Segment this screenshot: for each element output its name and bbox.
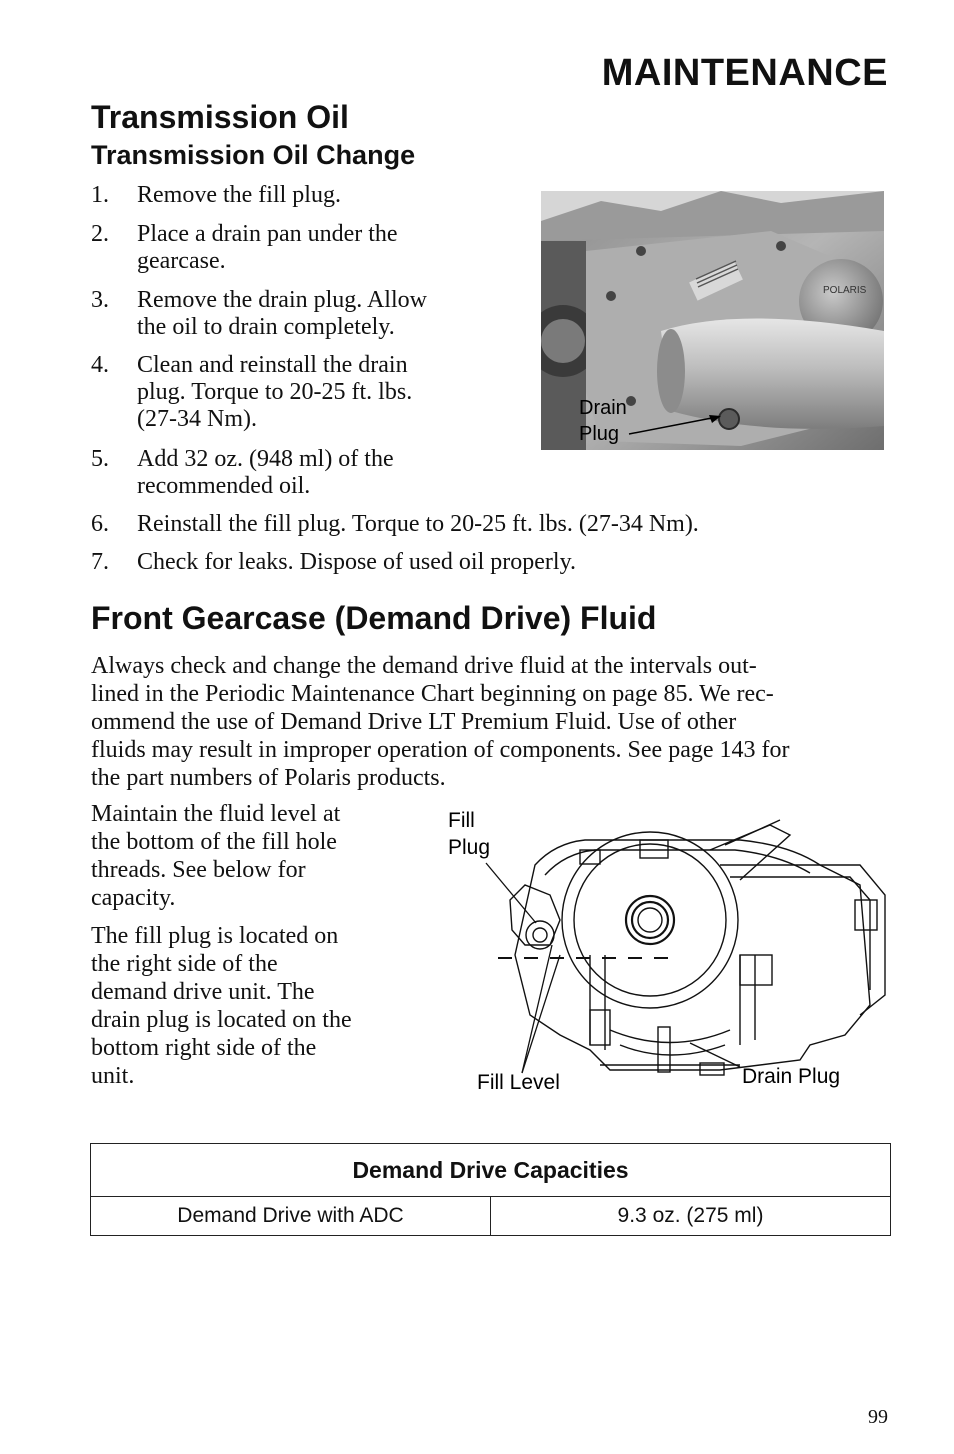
step-text: the oil to drain completely. [137, 314, 395, 340]
step-number: 6. [91, 511, 109, 537]
paragraph-line: the bottom of the fill hole [91, 829, 337, 855]
paragraph-line: bottom right side of the [91, 1035, 317, 1061]
paragraph-line: Maintain the fluid level at [91, 801, 341, 827]
table-cell-value: 9.3 oz. (275 ml) [491, 1197, 891, 1236]
table-row [91, 1197, 891, 1236]
drain-plug-bolt [719, 409, 739, 429]
section-title-transmission-oil: Transmission Oil [91, 99, 349, 135]
step-number: 4. [91, 352, 109, 378]
paragraph-line: Always check and change the demand drive fluid at the intervals out- [91, 653, 757, 679]
step-3 [91, 287, 427, 341]
step-text: Remove the drain plug. Allow [137, 287, 427, 313]
step-text: gearcase. [137, 248, 226, 274]
step-5 [91, 446, 394, 500]
photo-label-drain: Drain [579, 397, 627, 419]
diagram-label-fill-level: Fill Level [477, 1071, 560, 1094]
paragraph-line: fluids may result in improper operation of components. See page 143 for [91, 737, 790, 763]
step-2 [91, 221, 398, 275]
paragraph-line: capacity. [91, 885, 176, 911]
step-text: Check for leaks. Dispose of used oil properly. [137, 549, 577, 575]
step-text: Reinstall the fill plug. Torque to 20-25 ft. lbs. (27-34 Nm). [137, 511, 699, 537]
step-text: recommended oil. [137, 473, 311, 499]
step-text: Place a drain pan under the [137, 221, 398, 247]
section-header: MAINTENANCE [601, 52, 888, 94]
paragraph-line: demand drive unit. The [91, 979, 315, 1005]
step-6 [91, 511, 699, 538]
paragraph-line: the right side of the [91, 951, 278, 977]
paragraph-line: unit. [91, 1063, 135, 1089]
step-4 [91, 352, 412, 433]
step-1 [91, 182, 341, 209]
paragraph-line: The fill plug is located on [91, 923, 339, 949]
fluid-level-paragraph [91, 800, 401, 912]
step-number: 5. [91, 446, 109, 472]
step-number: 2. [91, 221, 109, 247]
step-text: Remove the fill plug. [137, 182, 341, 208]
step-7 [91, 549, 576, 576]
photo-label-plug: Plug [579, 423, 620, 445]
table-cell-item: Demand Drive with ADC [91, 1197, 491, 1236]
step-number: 7. [91, 549, 109, 575]
paragraph-line: threads. See below for [91, 857, 306, 883]
demand-drive-capacities-table [90, 1143, 891, 1236]
paragraph-line: ommend the use of Demand Drive LT Premium Fluid. Use of other [91, 709, 737, 735]
front-gearcase-paragraph [91, 652, 891, 792]
step-text: Add 32 oz. (948 ml) of the [137, 446, 394, 472]
demand-drive-diagram [440, 805, 900, 1100]
transmission-drain-plug-photo [541, 191, 884, 450]
page-number: 99 [868, 1406, 888, 1428]
paragraph-line: lined in the Periodic Maintenance Chart beginning on page 85. We rec- [91, 681, 774, 707]
diagram-label-fill: Fill [448, 809, 475, 832]
step-text: plug. Torque to 20-25 ft. lbs. [137, 379, 413, 405]
table-title: Demand Drive Capacities [91, 1144, 891, 1197]
paragraph-line: the part numbers of Polaris products. [91, 765, 446, 791]
step-number: 3. [91, 287, 109, 313]
polaris-cast-logo: POLARIS [823, 285, 867, 296]
fill-plug-location-paragraph [91, 922, 401, 1090]
step-text: Clean and reinstall the drain [137, 352, 408, 378]
diagram-label-plug: Plug [448, 836, 491, 859]
paragraph-line: drain plug is located on the [91, 1007, 352, 1033]
step-number: 1. [91, 182, 109, 208]
step-text: (27-34 Nm). [137, 406, 257, 432]
subsection-title-oil-change: Transmission Oil Change [91, 140, 416, 170]
diagram-label-drain-plug: Drain Plug [742, 1065, 841, 1088]
section-title-front-gearcase: Front Gearcase (Demand Drive) Fluid [91, 600, 657, 636]
